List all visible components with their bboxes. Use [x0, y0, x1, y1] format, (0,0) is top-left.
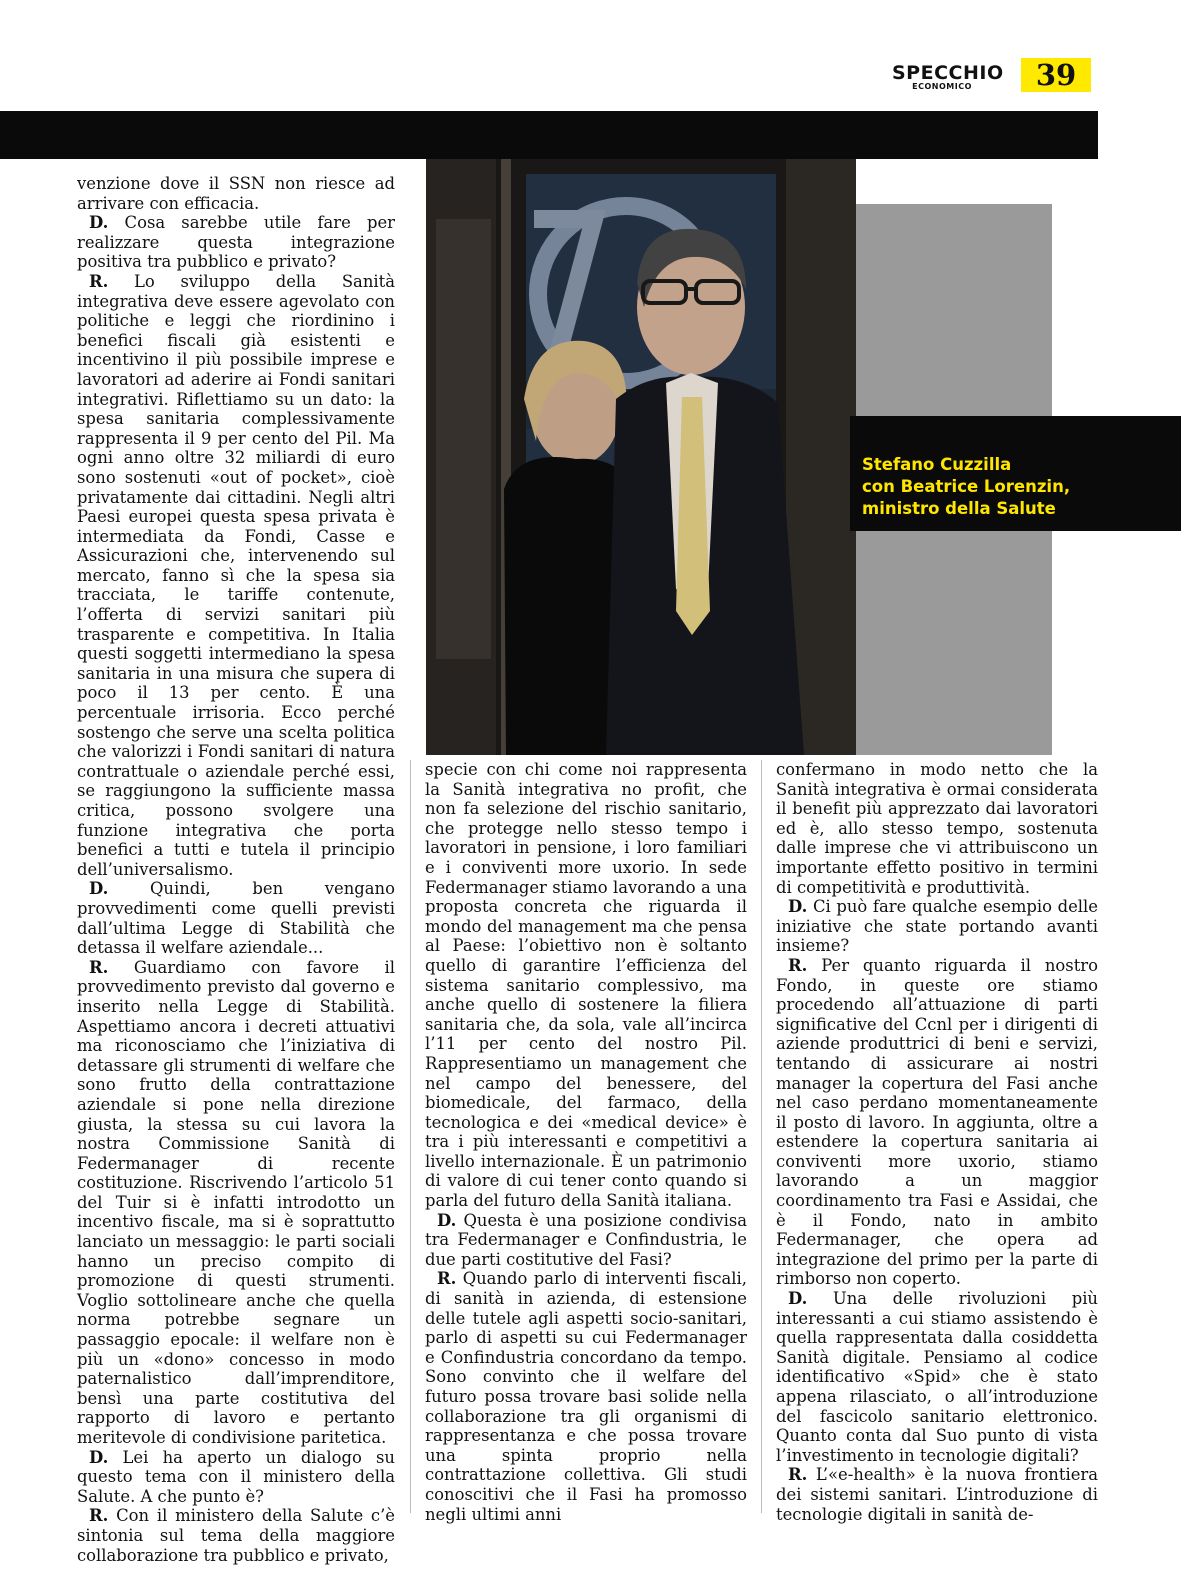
interview-label: D.	[89, 1447, 109, 1467]
article-paragraph	[77, 272, 395, 879]
paragraph-text: Cosa sarebbe utile fare per realizzare questa integrazione positiva tra pubblico e privato?	[77, 213, 395, 272]
article-paragraph	[77, 174, 395, 213]
interview-label: R.	[437, 1269, 457, 1289]
paragraph-text: Quando parlo di interventi fiscali, di sanità in azienda, di estensione delle tutele agli aspetti socio-sanitari, parlo di aspetti su cui Federmanager e Confindustria concordano da tempo. Sono convinto che il welfare del futuro possa trovare basi solide nella collaborazione tra gli organismi di rappresentanza e che possa trovare una spinta proprio nella contrattazione collettiva. Gli studi conoscitivi che il Fasi ha promosso negli ultimi anni	[425, 1269, 747, 1524]
interview-label: R.	[89, 271, 109, 291]
masthead	[892, 58, 1077, 92]
paragraph-text: Lei ha aperto un dialogo su questo tema con il ministero della Salute. A che punto è?	[77, 1447, 395, 1506]
column-divider	[410, 760, 411, 1513]
paragraph-text: confermano in modo netto che la Sanità integrativa è ormai considerata il benefit più apprezzato dai lavoratori ed è, allo stesso tempo, sostenuta dalle imprese che vi attribuiscono un importante effetto positivo in termini di competitività e produttività.	[776, 760, 1098, 897]
article-photo	[426, 159, 856, 755]
paragraph-text: Per quanto riguarda il nostro Fondo, in queste ore stiamo procedendo all’attuazione di parti significative del Ccnl per i dirigenti di aziende produttrici di beni e servizi, tentando di assicurare ai nostri manager la copertura del Fasi anche nel caso perdano momentaneamente il posto di lavoro. In aggiunta, oltre a estendere la copertura sanitaria ai conviventi more uxorio, stiamo lavorando a un maggior coordinamento tra Fasi e Assidai, che è il Fondo, nato in ambito Federmanager, che opera ad integrazione del primo per la parte di rimborso non coperto.	[776, 955, 1098, 1289]
interview-label: D.	[788, 1289, 808, 1309]
interview-label: R.	[788, 955, 808, 975]
top-black-band	[0, 111, 1098, 159]
paragraph-text: Guardiamo con favore il provvedimento previsto dal governo e inserito nella Legge di Stabilità. Aspettiamo ancora i decreti attuativi ma riconosciamo che l’iniziativa di detassare gli strumenti di welfare che sono frutto della contrattazione aziendale si pone nella direzione giusta, la stessa su cui lavora la nostra Commissione Sanità di Federmanager di recente costituzione. Riscrivendo l’articolo 51 del Tuir si è infatti introdotto un incentivo fiscale, ma si è soprattutto lanciato un messaggio: le parti sociali hanno un preciso compito di promozione di questi strumenti. Voglio sottolineare anche che quella norma potrebbe segnare un passaggio epocale: il welfare non è più un «dono» concesso in modo paternalistico dall’imprenditore, bensì una parte costitutiva del rapporto di lavoro e pertanto meritevole di condivisione paritetica.	[77, 957, 395, 1447]
paragraph-text: Questa è una posizione condivisa tra Federmanager e Confindustria, le due parti costitutive del Fasi?	[425, 1210, 747, 1269]
photo-illustration	[426, 159, 856, 755]
photo-caption-box	[850, 416, 1181, 531]
paragraph-text: Con il ministero della Salute c’è sintonia sul tema della maggiore collaborazione tra pubblico e privato,	[77, 1506, 396, 1565]
article-paragraph	[77, 213, 395, 272]
article-paragraph	[77, 879, 395, 957]
article-paragraph	[776, 897, 1098, 956]
article-column-2	[425, 760, 747, 1524]
interview-label: D.	[437, 1210, 457, 1230]
column-divider	[761, 760, 762, 1513]
paragraph-text: specie con chi come noi rappresenta la Sanità integrativa no profit, che non fa selezione del rischio sanitario, che protegge nello stesso tempo i lavoratori in pensione, i loro familiari e i conviventi more uxorio. In sede Federmanager stiamo lavorando a una proposta concreta che riguarda il mondo del management ma che pensa al Paese: l’obiettivo non è soltanto quello di garantire l’efficienza del sistema sanitario complessivo, ma anche quello di sostenere la filiera sanitaria che, da sola, vale all’incirca l’11 per cento del nostro Pil. Rappresentiamo un management che nel campo del benessere, del biomedicale, del farmaco, della tecnologica e dei «medical device» è tra i più interessanti e competitivi a livello internazionale. È un patrimonio di valore di cui tener conto quando si parla del futuro della Sanità italiana.	[425, 760, 747, 1211]
paragraph-text: Ci può fare qualche esempio delle iniziative che state portando avanti insieme?	[776, 897, 1098, 956]
paragraph-text: Lo sviluppo della Sanità integrativa deve essere agevolato con politiche e leggi che riordinino i benefici fiscali già esistenti e incentivino il più possibile imprese e lavoratori ad aderire ai Fondi sanitari integrativi. Riflettiamo su un dato: la spesa sanitaria complessivamente rappresenta il 9 per cento del Pil. Ma ogni anno oltre 32 miliardi di euro sono sostenuti «out of pocket», cioè privatamente dai cittadini. Negli altri Paesi europei questa spesa privata è intermediata da Fondi, Casse e Assicurazioni che, intervenendo sul mercato, fanno sì che la spesa sia tracciata, le tariffe contenute, l’offerta di servizi sanitari più trasparente e competitiva. In Italia questi soggetti intermediano la spesa sanitaria in una misura che supera di poco il 13 per cento. È una percentuale irrisoria. Ecco perché sostengo che serve una scelta politica che valorizzi i Fondi sanitari di natura contrattuale o aziendale perché essi, se raggiungono la sufficiente massa critica, possono svolgere una funzione integrativa che porta benefici a tutti e tutela il principio dell’universalismo.	[77, 271, 395, 879]
article-paragraph	[776, 1289, 1098, 1465]
photo-caption-line: ministro della Salute	[862, 499, 1056, 518]
interview-label: R.	[89, 1506, 109, 1526]
article-paragraph	[77, 1506, 395, 1565]
article-paragraph	[776, 760, 1098, 897]
interview-label: D.	[788, 897, 808, 917]
article-column-1	[77, 174, 396, 1565]
photo-caption-line: con Beatrice Lorenzin,	[862, 477, 1071, 496]
photo-caption-line: Stefano Cuzzilla	[862, 455, 1012, 474]
interview-label: D.	[89, 879, 109, 899]
article-paragraph	[425, 1211, 747, 1270]
article-paragraph	[776, 956, 1098, 1289]
article-paragraph	[77, 1448, 395, 1507]
paragraph-text: venzione dove il SSN non riesce ad arrivare con efficacia.	[77, 174, 395, 213]
article-paragraph	[776, 1465, 1098, 1524]
interview-label: R.	[89, 957, 109, 977]
magazine-subtitle: ECONOMICO	[912, 82, 972, 91]
magazine-title: SPECCHIO	[892, 62, 1004, 84]
paragraph-text: Una delle rivoluzioni più interessanti a cui stiamo assistendo è quella rappresentata dalla cosiddetta Sanità digitale. Pensiamo al codice identificativo «Spid» che è stato appena rilasciato, o all’introduzione del fascicolo sanitario elettronico. Quanto conta dal Suo punto di vista l’investimento in tecnologie digitali?	[776, 1289, 1098, 1465]
paragraph-text: Quindi, ben vengano provvedimenti come quelli previsti dall’ultima Legge di Stabilità che detassa il welfare aziendale...	[77, 879, 395, 958]
interview-label: R.	[788, 1465, 808, 1485]
interview-label: D.	[89, 213, 109, 233]
article-paragraph	[425, 760, 747, 1211]
paragraph-text: L’«e-health» è la nuova frontiera dei sistemi sanitari. L’introduzione di tecnologie digitali in sanità de-	[776, 1465, 1098, 1524]
page-number: 39	[1021, 58, 1091, 92]
article-column-3	[776, 760, 1098, 1524]
article-paragraph	[425, 1269, 747, 1524]
article-paragraph	[77, 958, 395, 1448]
